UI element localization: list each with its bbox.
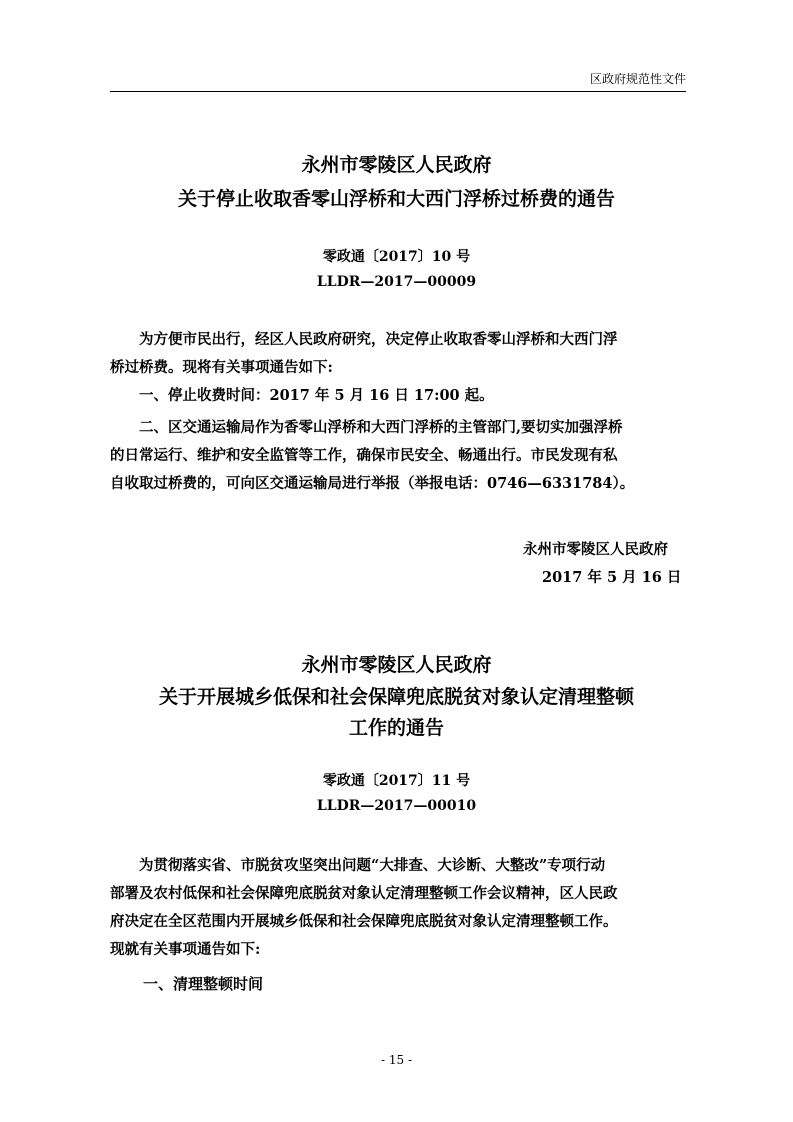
notice2-p1-line4: 现就有关事项通告如下: — [110, 941, 261, 958]
notice1-paragraph-3 — [110, 414, 686, 498]
notice2-p1-line1: 为贯彻落实省、市脱贫攻坚突出问题“大排查、大诊断、大整改”专项行动 — [139, 857, 606, 874]
notice1-title-line2: 关于停止收取香零山浮桥和大西门浮桥过桥费的通告 — [177, 188, 615, 210]
notice1-doc-number: 零政通〔2017〕10 号 — [322, 249, 471, 265]
notice2-doc-number: 零政通〔2017〕11 号 — [322, 773, 471, 789]
notice1-signer: 永州市零陵区人民政府 — [523, 541, 668, 558]
notice2-paragraph-1 — [110, 852, 686, 964]
notice1-p1-line1: 为方便市民出行，经区人民政府研究，决定停止收取香零山浮桥和大西门浮 — [139, 331, 618, 348]
notice1-title-line1: 永州市零陵区人民政府 — [301, 154, 492, 176]
notice2-p1-line3: 府决定在全区范围内开展城乡低保和社会保障兜底脱贫对象认定清理整顿工作。 — [110, 913, 618, 930]
notice1-paragraph-2 — [110, 382, 686, 410]
notice2-reg-number: LLDR—2017—00010 — [316, 798, 477, 814]
notice1-p3-line2: 的日常运行、维护和安全监管等工作，确保市民安全、畅通出行。市民发现有私 — [110, 447, 618, 464]
notice2-section-heading-1: 一、清理整顿时间 — [143, 975, 264, 993]
notice1-p1-line2: 桥过桥费。现将有关事项通告如下: — [110, 359, 333, 376]
notice2-p1-line2: 部署及农村低保和社会保障兜底脱贫对象认定清理整顿工作会议精神，区人民政 — [110, 885, 618, 902]
notice1-paragraph-1 — [110, 326, 686, 382]
header-label: 区政府规范性文件 — [589, 72, 686, 86]
notice2-title-line1: 永州市零陵区人民政府 — [301, 654, 492, 676]
notice2-title-line3: 工作的通告 — [348, 717, 444, 739]
notice1-p2-text: 一、停止收费时间：2017 年 5 月 16 日 17:00 起。 — [139, 387, 494, 404]
header-rule — [110, 91, 686, 92]
notice1-reg-number: LLDR—2017—00009 — [316, 274, 477, 290]
notice2-title-line2: 关于开展城乡低保和社会保障兜底脱贫对象认定清理整顿 — [158, 686, 634, 708]
notice1-p3-line3: 自收取过桥费的，可向区交通运输局进行举报（举报电话：0746—6331784）。 — [110, 475, 635, 492]
notice1-p3-line1: 二、区交通运输局作为香零山浮桥和大西门浮桥的主管部门,要切实加强浮桥 — [139, 419, 623, 436]
page-number: - 15 - — [380, 1053, 412, 1067]
notice1-date: 2017 年 5 月 16 日 — [542, 569, 682, 586]
